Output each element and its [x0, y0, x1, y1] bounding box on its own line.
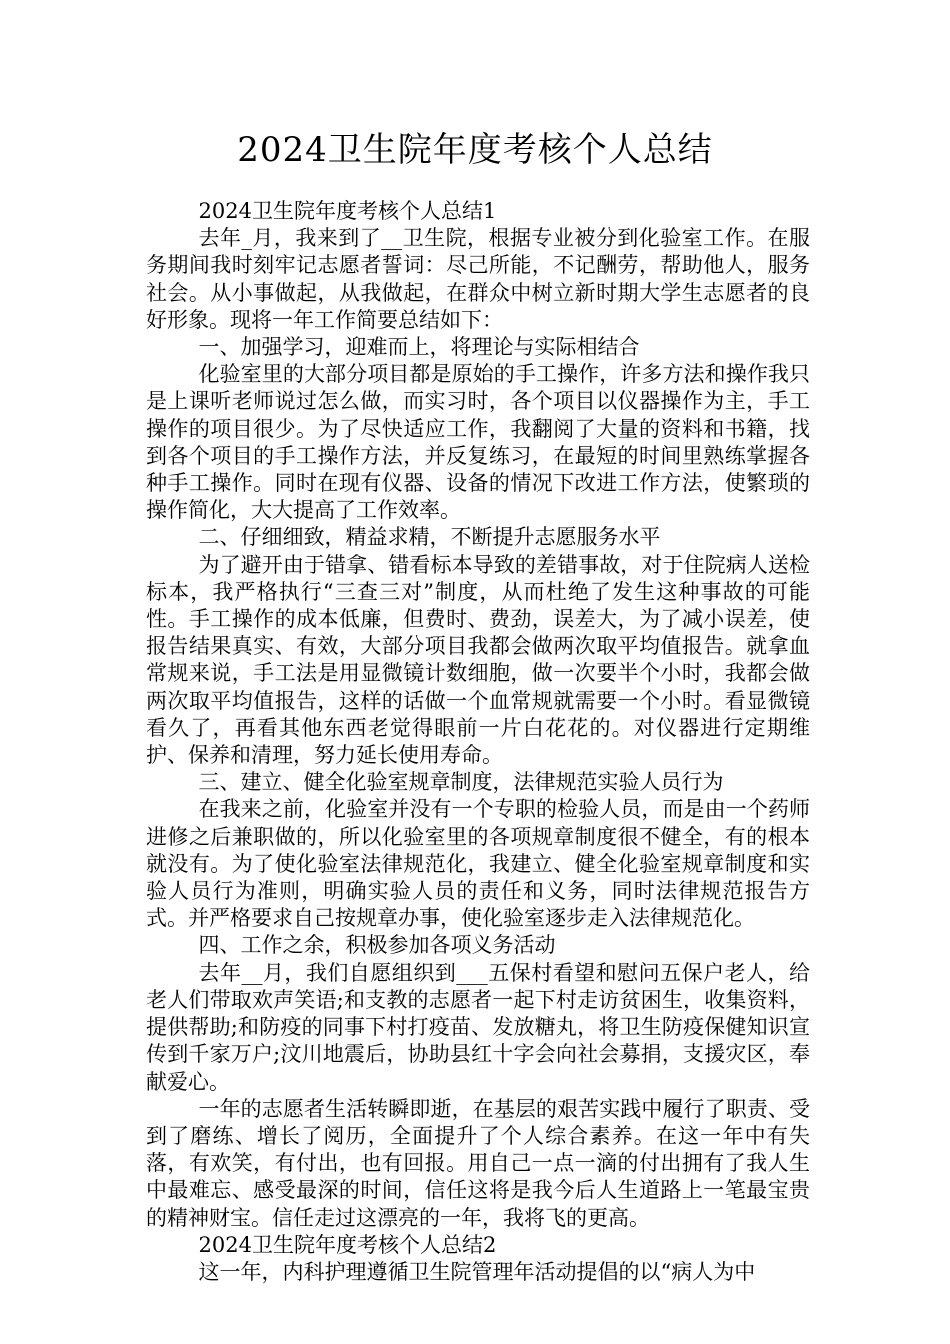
body-paragraph: 这一年，内科护理遵循卫生院管理年活动提倡的以“病人为中 — [198, 1259, 756, 1284]
body-paragraph: 一年的志愿者生活转瞬即逝，在基层的艰苦实践中履行了职责、受到了磨练、增长了阅历，全面提升了个人综合素养。在这一年中有失落，有欢笑，有付出，也有回报。用自己一点一滴的付出拥有了我人生中最难忘、感受最深的时间，信任这将是我今后人生道路上一笔最宝贵的精神财宝。信任走过这漂亮的一年，我将飞的更高。 — [146, 1096, 810, 1230]
section-heading-4: 四、工作之余，积极参加各项义务活动 — [198, 933, 556, 958]
section-heading-3: 三、建立、健全化验室规章制度，法律规范实验人员行为 — [198, 770, 724, 795]
body-paragraph: 在我来之前，化验室并没有一个专职的检验人员，而是由一个药师进修之后兼职做的，所以化验室里的各项规章制度很不健全，有的根本就没有。为了使化验室法律规范化，我建立、健全化验室规章制度和实验人员行为准则，明确实验人员的责任和义务，同时法律规范报告方式。并严格要求自己按规章办事，使化验室逐步走入法律规范化。 — [146, 797, 810, 931]
section-subtitle-2: 2024卫生院年度考核个人总结2 — [198, 1232, 497, 1257]
section-heading-2: 二、仔细细致，精益求精，不断提升志愿服务水平 — [198, 525, 661, 550]
section-subtitle-1: 2024卫生院年度考核个人总结1 — [198, 199, 497, 223]
body-paragraph: 为了避开由于错拿、错看标本导致的差错事故，对于住院病人送检标本，我严格执行“三查三对”制度，从而杜绝了发生这种事故的可能性。手工操作的成本低廉，但费时、费劲，误差大，为了减小误差，使报告结果真实、有效，大部分项目我都会做两次取平均值报告。就拿血常规来说，手工法是用显微镜计数细胞，做一次要半个小时，我都会做两次取平均值报告，这样的话做一个血常规就需要一个小时。看显微镜看久了，再看其他东西老觉得眼前一片白花花的。对仪器进行定期维护、保养和清理，努力延长使用寿命。 — [146, 552, 810, 768]
section-heading-1: 一、加强学习，迎难而上，将理论与实际相结合 — [198, 335, 640, 360]
body-paragraph: 去年__月，我们自愿组织到___五保村看望和慰问五保户老人，给老人们带取欢声笑语;和支教的志愿者一起下村走访贫困生，收集资料，提供帮助;和防疫的同事下村打疫苗、发放糖丸，将卫生防疫保健知识宣传到千家万户;汶川地震后，协助县红十字会向社会募捐，支援灾区，奉献爱心。 — [146, 960, 810, 1094]
document-title: 2024卫生院年度考核个人总结 — [237, 130, 713, 170]
body-paragraph: 去年_月，我来到了__卫生院，根据专业被分到化验室工作。在服务期间我时刻牢记志愿者誓词：尽己所能，不记酬劳，帮助他人，服务社会。从小事做起，从我做起，在群众中树立新时期大学生志愿者的良好形象。现将一年工作简要总结如下： — [146, 226, 810, 332]
document-body — [146, 198, 810, 1286]
body-paragraph: 化验室里的大部分项目都是原始的手工操作，许多方法和操作我只是上课听老师说过怎么做，而实习时，各个项目以仪器操作为主，手工操作的项目很少。为了尽快适应工作，我翻阅了大量的资料和书籍，找到各个项目的手工操作方法，并反复练习，在最短的时间里熟练掌握各种手工操作。同时在现有仪器、设备的情况下改进工作方法，使繁琐的操作简化，大大提高了工作效率。 — [146, 362, 810, 523]
